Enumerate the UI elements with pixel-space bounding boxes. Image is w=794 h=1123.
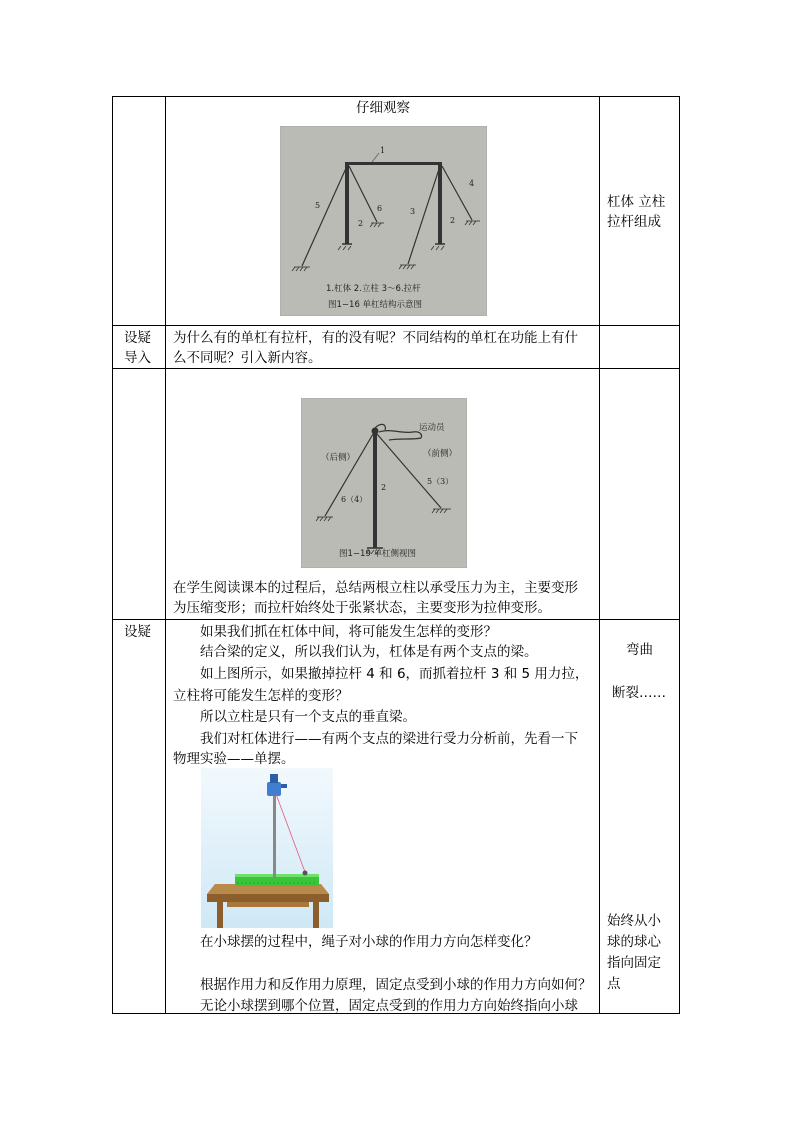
structure-answer-line2: 拉杆组成 [607, 214, 661, 230]
label-rear: （后侧） [321, 453, 356, 463]
label-2: 2 [381, 483, 387, 492]
label-2-right: 2 [450, 216, 456, 225]
clamp [267, 782, 281, 796]
label-5: 5 [315, 201, 321, 210]
label-6-4: 6（4） [341, 495, 368, 504]
table-border-left [112, 96, 113, 1014]
question-fixed-point: 无论小球摆到哪个位置，固定点受到的作用力方向始终指向小球 [200, 998, 578, 1014]
label-1: 1 [380, 146, 386, 155]
col-divider-2 [599, 96, 600, 1014]
question-line-3: 如上图所示，如果撤掉拉杆 4 和 6，而抓着拉杆 3 和 5 用力拉， [200, 666, 589, 682]
question-line-5: 所以立柱是只有一个支点的垂直梁。 [200, 709, 416, 725]
row-divider-1 [112, 325, 680, 326]
single-bar-structure-figure [280, 126, 487, 316]
table-border-right [679, 96, 680, 1014]
stage-label-question-line1: 设疑 [124, 330, 151, 346]
stage-label-question-line2: 导入 [124, 350, 151, 366]
question-line-6: 我们对杠体进行——有两个支点的梁进行受力分析前，先看一下 [200, 731, 578, 747]
col-divider-1 [165, 96, 166, 1014]
pendulum-ball [303, 871, 308, 876]
bar-body [347, 162, 441, 165]
row-divider-2 [112, 368, 680, 369]
left-post [345, 162, 349, 244]
question-rope-force: 在小球摆的过程中，绳子对小球的作用力方向怎样变化？ [200, 934, 538, 950]
answer-fracture: 断裂…… [612, 685, 666, 701]
table-leg-left [217, 902, 223, 928]
bar-top [372, 428, 379, 435]
intro-question-line2: 么不同呢？引入新内容。 [173, 350, 322, 366]
row-divider-3 [112, 619, 680, 620]
figure-caption: 图1−16 单杠结构示意图 [328, 300, 423, 310]
label-2-left: 2 [358, 219, 364, 228]
observe-heading: 仔细观察 [356, 100, 410, 116]
label-5-3: 5（3） [427, 477, 454, 486]
question-line-4: 立柱将可能发生怎样的变形？ [173, 688, 349, 704]
figure-legend: 1.杠体 2.立柱 3～6.拉杆 [326, 284, 421, 294]
question-line-7: 物理实验——单摆。 [173, 751, 295, 767]
summary-line1: 在学生阅读课本的过程后，总结两根立柱以承受压力为主，主要变形 [173, 580, 578, 596]
right-post [438, 162, 442, 244]
label-3: 3 [410, 207, 416, 216]
stand-rod [273, 794, 276, 878]
label-front: （前侧） [423, 449, 458, 459]
summary-line2: 为压缩变形；而拉杆始终处于张紧状态，主要变形为拉伸变形。 [173, 600, 551, 616]
stage-label-question: 设疑 [124, 624, 151, 640]
structure-answer-line1: 杠体 立柱 [607, 194, 666, 210]
single-bar-side-view-figure [301, 398, 467, 568]
figure-caption: 图1−19 单杠侧视图 [339, 549, 417, 559]
answer-direction-line4: 点 [607, 976, 621, 992]
intro-question-line1: 为什么有的单杠有拉杆，有的没有呢？不同结构的单杠在功能上有什 [173, 330, 578, 346]
answer-direction-line3: 指向固定 [607, 955, 661, 971]
table-border-top [112, 96, 680, 97]
label-athlete: 运动员 [419, 423, 445, 433]
post [373, 430, 377, 548]
question-line-2: 结合梁的定义，所以我们认为，杠体是有两个支点的梁。 [200, 644, 538, 660]
question-reaction-force: 根据作用力和反作用力原理，固定点受到小球的作用力方向如何？ [200, 977, 592, 993]
answer-direction-line1: 始终从小 [607, 913, 661, 929]
table-leg-right [313, 902, 319, 928]
pendulum-experiment-figure [201, 768, 333, 928]
answer-direction-line2: 球的球心 [607, 934, 661, 950]
label-4: 4 [469, 179, 475, 188]
answer-bending: 弯曲 [626, 642, 653, 658]
question-line-1: 如果我们抓在杠体中间，将可能发生怎样的变形？ [200, 624, 497, 640]
label-6: 6 [377, 204, 383, 213]
